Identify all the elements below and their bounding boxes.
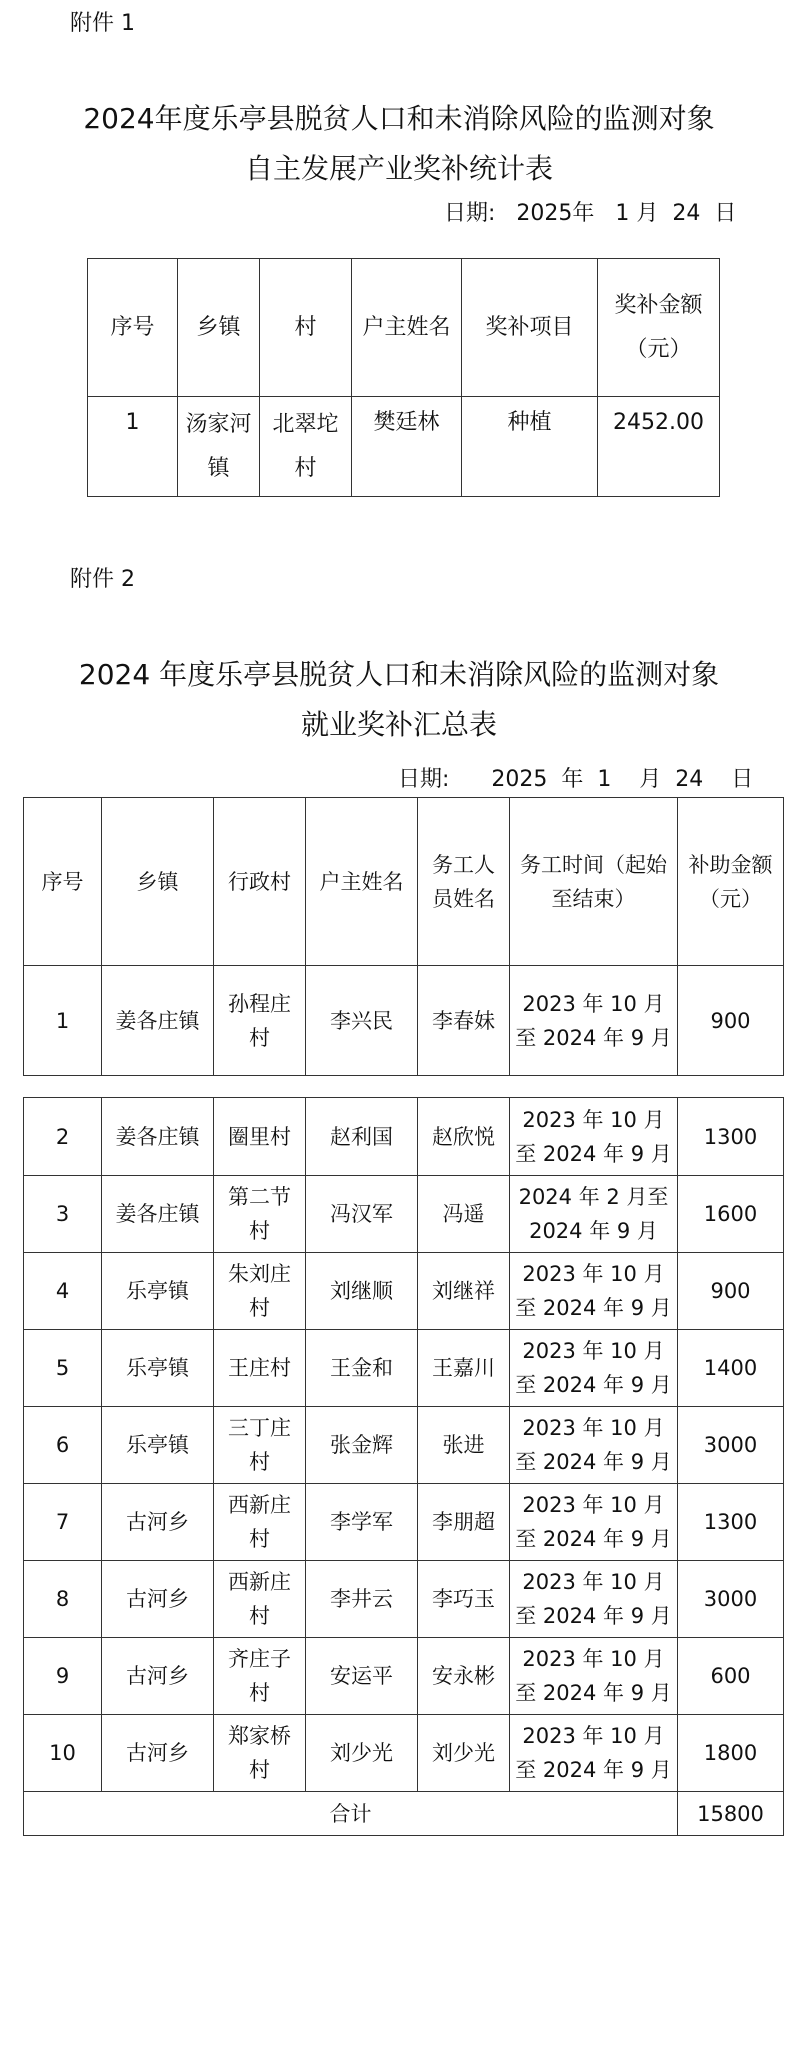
header-work-period: 务工时间（起始至结束）	[510, 798, 678, 966]
attachment-1-label: 附件 1	[70, 11, 135, 36]
total-label: 合计	[24, 1792, 678, 1836]
cell-work-period: 2023 年 10 月至 2024 年 9 月	[510, 1098, 678, 1176]
cell-household-head: 李学军	[306, 1484, 418, 1561]
cell-worker: 李巧玉	[418, 1561, 510, 1638]
cell-no: 3	[24, 1176, 102, 1253]
table-row	[24, 1098, 784, 1176]
total-row	[24, 1792, 784, 1836]
cell-amount: 1600	[678, 1176, 784, 1253]
cell-amount: 600	[678, 1638, 784, 1715]
cell-household-head: 樊廷林	[352, 397, 462, 497]
cell-amount: 1400	[678, 1330, 784, 1407]
cell-work-period: 2023 年 10 月至 2024 年 9 月	[510, 1715, 678, 1792]
cell-no: 6	[24, 1407, 102, 1484]
cell-village: 王庄村	[214, 1330, 306, 1407]
table-row	[24, 1253, 784, 1330]
cell-project: 种植	[462, 397, 598, 497]
cell-village: 第二节村	[214, 1176, 306, 1253]
cell-town: 古河乡	[102, 1715, 214, 1792]
cell-household-head: 李兴民	[306, 966, 418, 1076]
cell-worker: 赵欣悦	[418, 1098, 510, 1176]
industry-subsidy-table	[87, 258, 720, 497]
employment-subsidy-table-top	[23, 797, 784, 1076]
attachment-1-date: 日期: 2025年 1 月 24 日	[444, 201, 737, 226]
table-row	[24, 1561, 784, 1638]
table-row	[24, 1715, 784, 1792]
cell-village: 北翠坨村	[260, 397, 352, 497]
cell-household-head: 刘少光	[306, 1715, 418, 1792]
cell-amount: 2452.00	[598, 397, 720, 497]
cell-town: 汤家河镇	[178, 397, 260, 497]
cell-worker: 冯遥	[418, 1176, 510, 1253]
header-project: 奖补项目	[462, 259, 598, 397]
cell-town: 姜各庄镇	[102, 966, 214, 1076]
cell-worker: 刘继祥	[418, 1253, 510, 1330]
cell-amount: 1800	[678, 1715, 784, 1792]
cell-work-period: 2023 年 10 月至 2024 年 9 月	[510, 966, 678, 1076]
cell-amount: 3000	[678, 1561, 784, 1638]
header-town: 乡镇	[178, 259, 260, 397]
cell-household-head: 安运平	[306, 1638, 418, 1715]
cell-village: 齐庄子村	[214, 1638, 306, 1715]
cell-amount: 900	[678, 966, 784, 1076]
cell-village: 西新庄村	[214, 1484, 306, 1561]
cell-village: 圈里村	[214, 1098, 306, 1176]
header-town: 乡镇	[102, 798, 214, 966]
cell-worker: 李春妹	[418, 966, 510, 1076]
header-amount: 补助金额（元）	[678, 798, 784, 966]
attachment-1-title-line2: 自主发展产业奖补统计表	[244, 152, 553, 185]
cell-town: 乐亭镇	[102, 1407, 214, 1484]
header-amount: 奖补金额（元）	[598, 259, 720, 397]
header-no: 序号	[24, 798, 102, 966]
cell-town: 姜各庄镇	[102, 1176, 214, 1253]
cell-town: 乐亭镇	[102, 1330, 214, 1407]
table-row	[24, 1638, 784, 1715]
table-header-row	[24, 798, 784, 966]
header-household-head: 户主姓名	[352, 259, 462, 397]
cell-village: 郑家桥村	[214, 1715, 306, 1792]
cell-worker: 刘少光	[418, 1715, 510, 1792]
header-village: 村	[260, 259, 352, 397]
cell-household-head: 冯汉军	[306, 1176, 418, 1253]
cell-town: 古河乡	[102, 1638, 214, 1715]
attachment-2-title-line2: 就业奖补汇总表	[300, 708, 497, 741]
cell-work-period: 2023 年 10 月至 2024 年 9 月	[510, 1484, 678, 1561]
cell-household-head: 赵利国	[306, 1098, 418, 1176]
table-row	[24, 966, 784, 1076]
table-row	[24, 1176, 784, 1253]
cell-work-period: 2023 年 10 月至 2024 年 9 月	[510, 1253, 678, 1330]
table-header-row	[88, 259, 720, 397]
cell-household-head: 李井云	[306, 1561, 418, 1638]
cell-amount: 900	[678, 1253, 784, 1330]
cell-household-head: 刘继顺	[306, 1253, 418, 1330]
cell-work-period: 2024 年 2 月至 2024 年 9 月	[510, 1176, 678, 1253]
attachment-1-title-line1: 2024年度乐亭县脱贫人口和未消除风险的监测对象	[83, 102, 715, 135]
cell-town: 姜各庄镇	[102, 1098, 214, 1176]
employment-subsidy-table-continued	[23, 1097, 784, 1836]
header-worker: 务工人员姓名	[418, 798, 510, 966]
cell-household-head: 张金辉	[306, 1407, 418, 1484]
total-amount: 15800	[678, 1792, 784, 1836]
header-no: 序号	[88, 259, 178, 397]
cell-worker: 李朋超	[418, 1484, 510, 1561]
cell-worker: 张进	[418, 1407, 510, 1484]
cell-worker: 安永彬	[418, 1638, 510, 1715]
cell-town: 古河乡	[102, 1484, 214, 1561]
attachment-2-date: 日期: 2025 年 1 月 24 日	[398, 767, 754, 792]
table-row	[24, 1407, 784, 1484]
cell-town: 乐亭镇	[102, 1253, 214, 1330]
cell-amount: 3000	[678, 1407, 784, 1484]
table-row	[88, 397, 720, 497]
cell-work-period: 2023 年 10 月至 2024 年 9 月	[510, 1330, 678, 1407]
cell-no: 2	[24, 1098, 102, 1176]
table-row	[24, 1330, 784, 1407]
cell-no: 8	[24, 1561, 102, 1638]
cell-no: 5	[24, 1330, 102, 1407]
cell-no: 1	[24, 966, 102, 1076]
cell-amount: 1300	[678, 1098, 784, 1176]
cell-work-period: 2023 年 10 月至 2024 年 9 月	[510, 1638, 678, 1715]
cell-amount: 1300	[678, 1484, 784, 1561]
header-village: 行政村	[214, 798, 306, 966]
cell-village: 孙程庄村	[214, 966, 306, 1076]
cell-town: 古河乡	[102, 1561, 214, 1638]
cell-work-period: 2023 年 10 月至 2024 年 9 月	[510, 1561, 678, 1638]
cell-worker: 王嘉川	[418, 1330, 510, 1407]
cell-no: 7	[24, 1484, 102, 1561]
table-row	[24, 1484, 784, 1561]
cell-village: 三丁庄村	[214, 1407, 306, 1484]
cell-no: 10	[24, 1715, 102, 1792]
cell-household-head: 王金和	[306, 1330, 418, 1407]
cell-no: 9	[24, 1638, 102, 1715]
cell-work-period: 2023 年 10 月至 2024 年 9 月	[510, 1407, 678, 1484]
attachment-2-label: 附件 2	[70, 567, 135, 592]
header-household-head: 户主姓名	[306, 798, 418, 966]
cell-village: 西新庄村	[214, 1561, 306, 1638]
attachment-2-title-line1: 2024 年度乐亭县脱贫人口和未消除风险的监测对象	[78, 658, 720, 691]
cell-no: 4	[24, 1253, 102, 1330]
cell-no: 1	[88, 397, 178, 497]
cell-village: 朱刘庄村	[214, 1253, 306, 1330]
